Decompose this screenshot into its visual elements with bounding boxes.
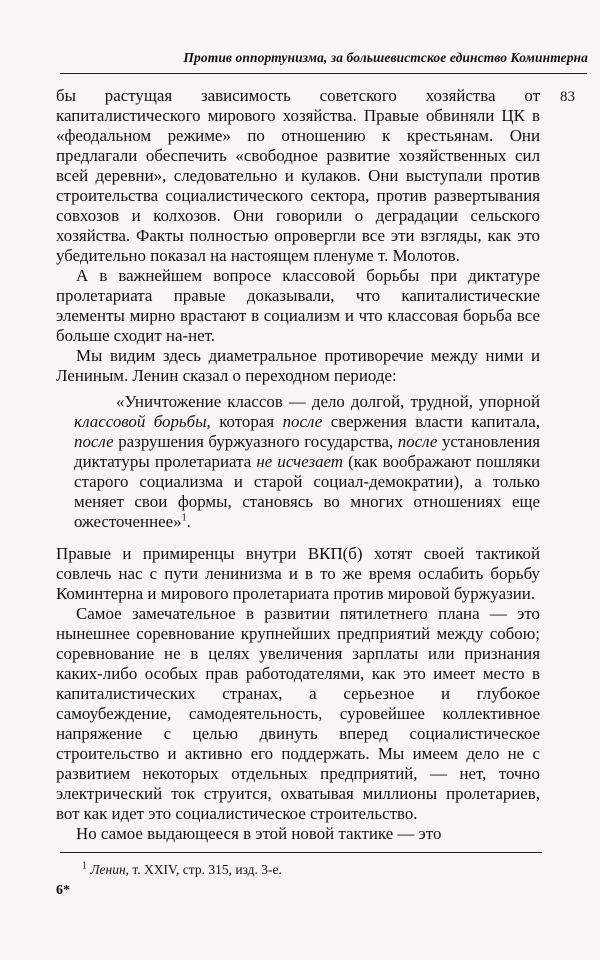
lenin-quote: «Уничтожение классов — дело долгой, трудной, упорной классовой борьбы, которая после свержения власти капитала, после разрушения буржуазного государства, после установления диктатуры пролетариата не исчезает (как воображают пошляки старого социализма и старой социал-демократии), а только меняет свои формы, становясь во многих отношениях еще ожесточеннее»$^1$. [74,392,541,531]
paragraph-2: А в важнейшем вопросе классовой борьбы при диктатуре пролетариата правые доказывали, что капиталистические элементы мирно врастают в социализм и что классовая борьба все больше сходит на-нет. [56,266,540,345]
footnote [82,862,282,878]
emphasis-after-1: после [282,412,323,431]
running-title: Против оппортунизма, за большевистское единство Коминтерна [183,50,588,65]
paragraph-1: бы растущая зависимость советского хозяйства от капиталистического мирового хозяйства. Правые обвиняли ЦК в «феодальном режиме» по отношению к крестьянам. Они предлагали обеспечить «свободное развитие хозяйственных сил всей деревни», следовательно и кулаков. Они выступали против строительства социалистического сектора, против развертывания совхозов и колхозов. Они говорили о деградации сельского хозяйства. Факты полностью опровергли все эти взгляды, как это убедительно показал на настоящем пленуме т. Молотов. [56,86,540,265]
header-rule [60,73,587,74]
footnote-reference: 1 [181,512,187,524]
main-text [56,86,540,844]
paragraph-3: Мы видим здесь диаметральное противоречие между ними и Лениным. Ленин сказал о переходном периоде: [56,346,540,385]
page-number: 83 [560,89,575,105]
emphasis-does-not-disappear: не исчезает [256,452,343,471]
footnote-reference-text: т. XXIV, стр. 315, изд. 3-е. [129,862,282,877]
emphasis-class-struggle: классовой борьбы, [74,412,211,431]
footnote-mark: 1 [82,860,87,872]
emphasis-after-3: после [397,432,438,451]
paragraph-4: Правые и примиренцы внутри ВКП(б) хотят своей тактикой совлечь нас с пути ленинизма и в то же время ослабить борьбу Коминтерна и мирового пролетариата против мировой буржуазии. [56,544,540,603]
footnote-author: Ленин, [90,862,130,877]
paragraph-6: Но самое выдающееся в этой новой тактике — это [76,824,442,843]
footnote-rule [60,852,542,853]
emphasis-after-2: после [74,432,114,451]
printer-signature: 6* [56,883,70,898]
paragraph-5: Самое замечательное в развитии пятилетнего плана — это нынешнее соревнование крупнейших предприятий между собою; соревнование не в целях увеличения зарплаты или признания каких-либо особых прав работодателями, как это имеет место в капиталистических странах, а серьезное и глубокое самоубеждение, самодеятельность, суровейшее коллективное напряжение с целью двинуть вперед социалистическое строительство и активно его поддержать. Мы имеем дело не с развитием некоторых отдельных предприятий, — нет, точно электрический ток струится, охватывая миллионы пролетариев, вот как идет это социалистическое строительство. [56,604,540,823]
